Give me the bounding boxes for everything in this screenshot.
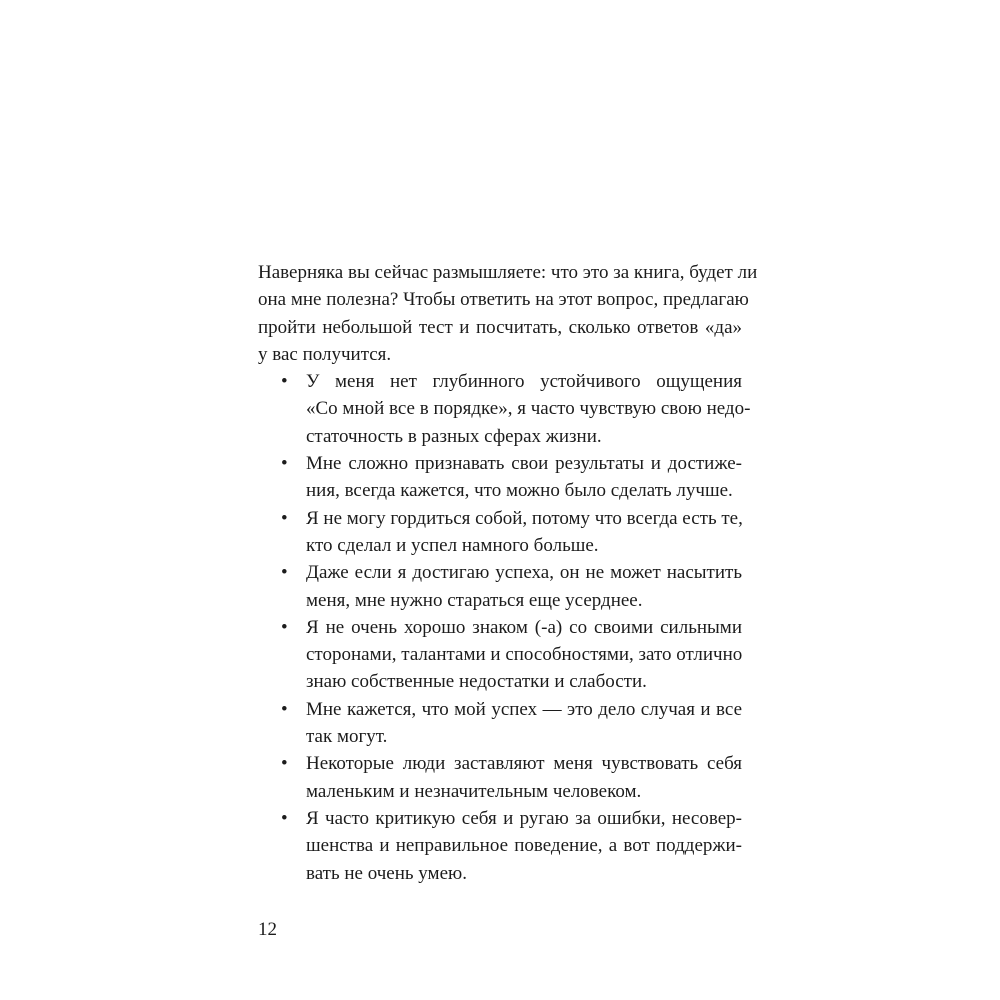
bullet-icon: • [281, 753, 288, 775]
list-item-line: знаю собственные недостатки и слабости. [306, 671, 647, 693]
list-item [258, 805, 742, 887]
bullet-icon: • [281, 453, 288, 475]
list-item [258, 696, 742, 751]
bullet-icon: • [281, 616, 288, 638]
list-item [258, 450, 742, 505]
list-item-line: статочность в разных сферах жизни. [306, 425, 602, 447]
page-number: 12 [258, 919, 277, 940]
list-item-line: вать не очень умею. [306, 862, 467, 884]
list-item-line: Мне сложно признавать свои результаты и достиже- [306, 453, 742, 475]
bullet-icon: • [281, 807, 288, 829]
list-item [258, 368, 751, 450]
list-item [258, 750, 742, 805]
list-item-line: Я часто критикую себя и ругаю за ошибки, несовер- [306, 807, 742, 829]
self-test-list [258, 368, 751, 887]
bullet-icon: • [281, 562, 288, 584]
list-item [258, 505, 742, 560]
list-item-line: «Со мной все в порядке», я часто чувствую свою недо- [306, 398, 751, 420]
bullet-icon: • [281, 698, 288, 720]
list-item-line: ния, всегда кажется, что можно было сделать лучше. [306, 480, 733, 502]
list-item-line: Я не очень хорошо знаком (-а) со своими сильными [306, 616, 742, 638]
list-item-line: Некоторые люди заставляют меня чувствовать себя [306, 753, 742, 775]
list-item-line: так могут. [306, 726, 388, 748]
list-item-line: Я не могу гордиться собой, потому что всегда есть те, [306, 507, 743, 529]
bullet-icon: • [281, 507, 288, 529]
list-item-line: Мне кажется, что мой успех — это дело случая и все [306, 698, 742, 720]
page-body [258, 259, 758, 887]
list-item-line: маленьким и незначительным человеком. [306, 780, 642, 802]
list-item [258, 614, 742, 696]
intro-line: у вас получится. [258, 343, 392, 365]
intro-line: она мне полезна? Чтобы ответить на этот вопрос, предлагаю [258, 289, 749, 311]
intro-line: Наверняка вы сейчас размышляете: что это за книга, будет ли [258, 262, 758, 283]
list-item-line: меня, мне нужно стараться еще усерднее. [306, 589, 643, 611]
list-item-line: сторонами, талантами и способностями, зато отлично [306, 644, 743, 666]
list-item-line: Даже если я достигаю успеха, он не может насытить [306, 562, 742, 584]
intro-line: пройти небольшой тест и посчитать, сколько ответов «да» [258, 316, 742, 338]
list-item [258, 559, 742, 614]
bullet-icon: • [281, 371, 288, 393]
intro-paragraph [258, 259, 758, 368]
list-item-line: кто сделал и успел намного больше. [306, 534, 599, 556]
list-item-line: шенства и неправильное поведение, а вот поддержи- [306, 835, 742, 857]
list-item-line: У меня нет глубинного устойчивого ощущения [306, 371, 742, 393]
